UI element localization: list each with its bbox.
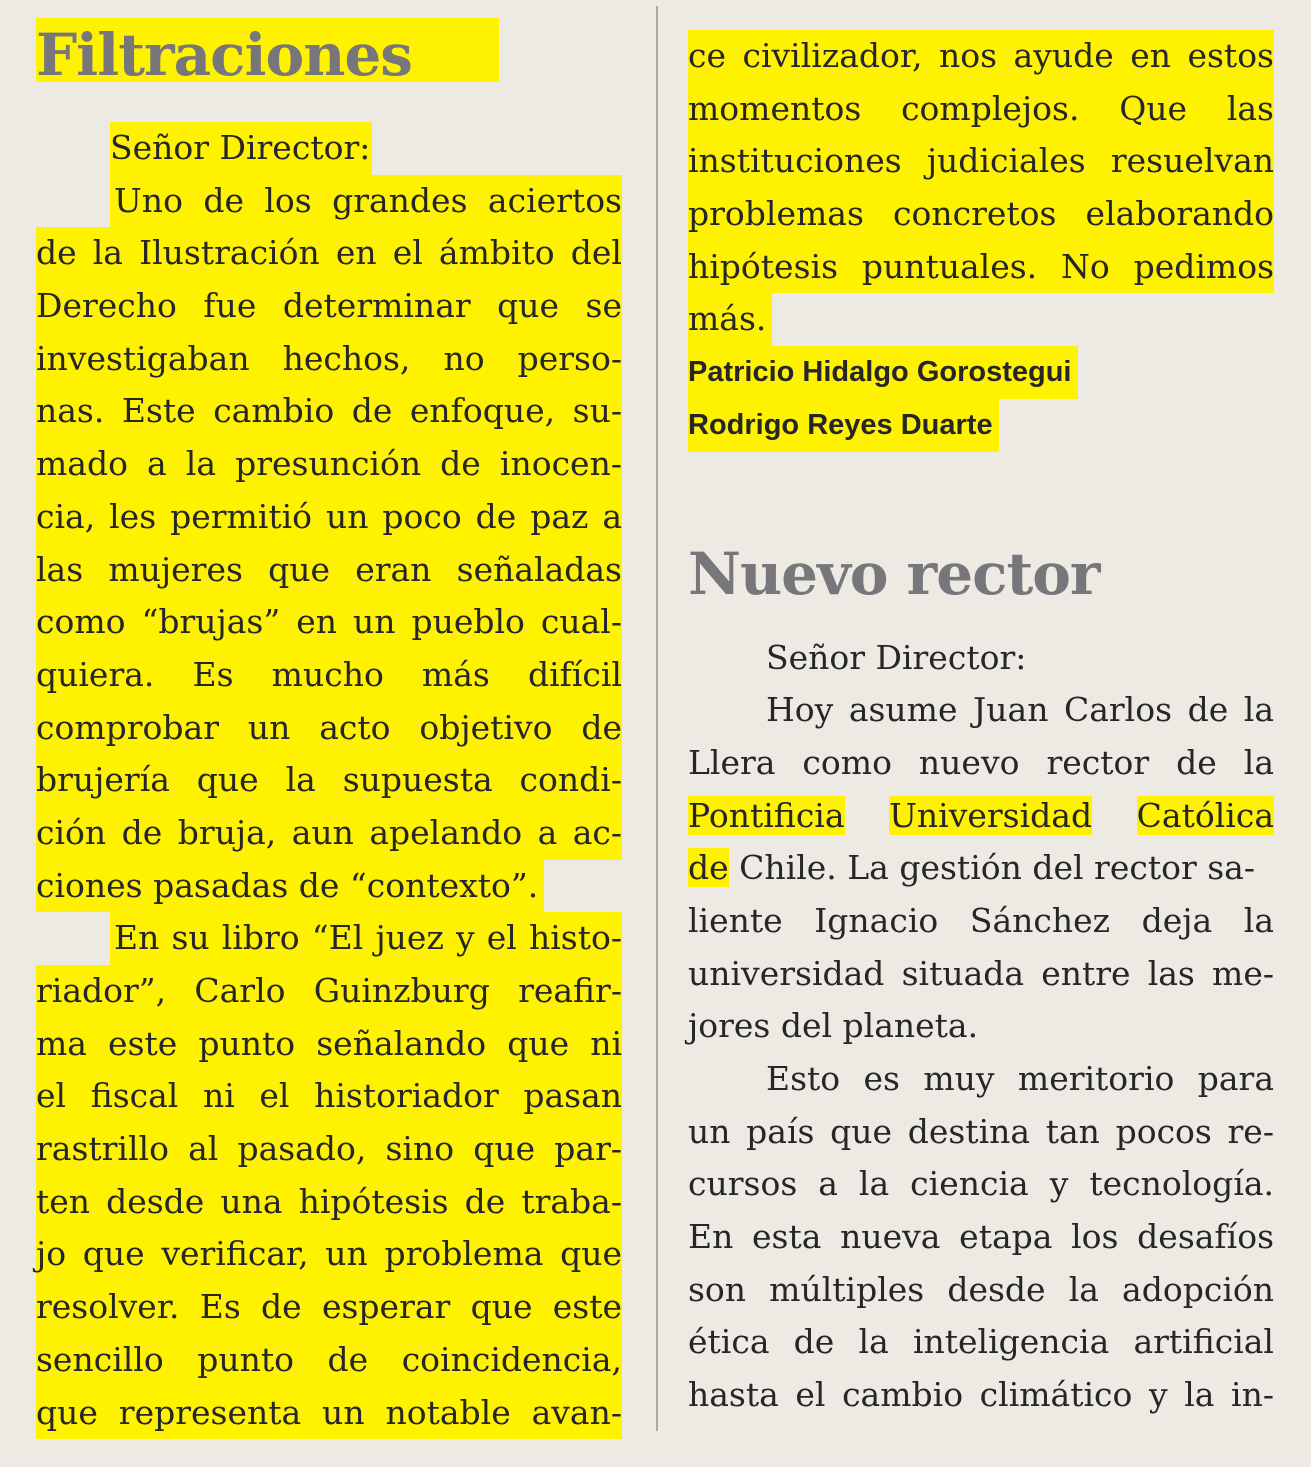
body-line: son múltiples desde la adopción (688, 1269, 1274, 1309)
body-line: como “brujas” en un pueblo cual- (36, 596, 622, 649)
body-line: nas. Este cambio de enfoque, su- (36, 385, 622, 438)
body-line: comprobar un acto objetivo de (36, 702, 622, 755)
body-line: ten desde una hipótesis de traba- (36, 1176, 622, 1229)
body-line: Llera como nuevo rector de la (688, 742, 1274, 782)
body-line: ma este punto señalando que ni (36, 1018, 622, 1071)
body-line: En esta nueva etapa los desafíos (688, 1217, 1274, 1257)
salutation: Señor Director: (110, 122, 372, 175)
letter-title-filtraciones: Filtraciones (36, 18, 499, 82)
body-line: riador”, Carlo Guinzburg reafir- (36, 965, 622, 1018)
body-line: Uno de los grandes aciertos (114, 180, 622, 220)
body-line: problemas concretos elaborando (688, 188, 1274, 241)
body-line: rastrillo al pasado, sino que par- (36, 1123, 622, 1176)
body-line: de la Ilustración en el ámbito del (36, 227, 622, 280)
highlighted-word: de (688, 848, 729, 888)
body-line: jores del planeta. (688, 1006, 979, 1046)
body-line-highlighted (688, 790, 1274, 843)
body-line: sencillo punto de coincidencia, (36, 1334, 622, 1387)
body-line: resolver. Es de esperar que este (36, 1281, 622, 1334)
body-line: Derecho fue determinar que se (36, 280, 622, 333)
body-line: hipótesis puntuales. No pedimos (688, 241, 1274, 294)
highlighted-word: Universidad (889, 795, 1093, 835)
body-line: quiera. Es mucho más difícil (36, 649, 622, 702)
body-line: el fiscal ni el historiador pasan (36, 1070, 622, 1123)
body-line: jo que verificar, un problema que (36, 1228, 622, 1281)
body-line: universidad situada entre las me- (688, 953, 1274, 993)
body-line: brujería que la supuesta condi- (36, 754, 622, 807)
body-line: un país que destina tan pocos re- (688, 1111, 1274, 1151)
body-line: ciones pasadas de “contexto”. (36, 860, 544, 913)
body-line: momentos complejos. Que las (688, 83, 1274, 136)
body-line: Chile. La gestión del rector sa- (728, 848, 1255, 888)
right-column (688, 30, 1274, 1422)
body-line: las mujeres que eran señaladas (36, 544, 622, 597)
body-line: investigaban hechos, no perso- (36, 333, 622, 386)
body-line: que representa un notable avan- (36, 1387, 622, 1440)
body-line: Esto es muy meritorio para (766, 1059, 1274, 1098)
body-line: mado a la presunción de inocen- (36, 438, 622, 491)
salutation: Señor Director: (766, 637, 1027, 677)
body-line: ética de la inteligencia artificial (688, 1322, 1274, 1362)
signature-2: Rodrigo Reyes Duarte (688, 399, 999, 452)
body-line: Hoy asume Juan Carlos de la (766, 690, 1274, 730)
body-line: más. (688, 293, 772, 346)
column-divider (656, 6, 658, 1431)
body-line: ción de bruja, aun apelando a ac- (36, 807, 622, 860)
body-line: cursos a la ciencia y tecnología. (688, 1164, 1274, 1204)
highlighted-word: Católica (1136, 795, 1274, 835)
body-line: instituciones judiciales resuelvan (688, 135, 1274, 188)
body-line: hasta el cambio climático y la in- (688, 1375, 1274, 1415)
body-line: cia, les permitió un poco de paz a (36, 491, 622, 544)
left-column (36, 18, 622, 1439)
highlighted-word: Pontificia (688, 795, 845, 835)
body-line: En su libro “El juez y el histo- (114, 918, 622, 958)
signature-1: Patricio Hidalgo Gorostegui (688, 346, 1078, 399)
body-line: liente Ignacio Sánchez deja la (688, 900, 1274, 940)
body-line: ce civilizador, nos ayude en estos (688, 30, 1274, 83)
letter-title-nuevo-rector: Nuevo rector (688, 539, 1100, 608)
